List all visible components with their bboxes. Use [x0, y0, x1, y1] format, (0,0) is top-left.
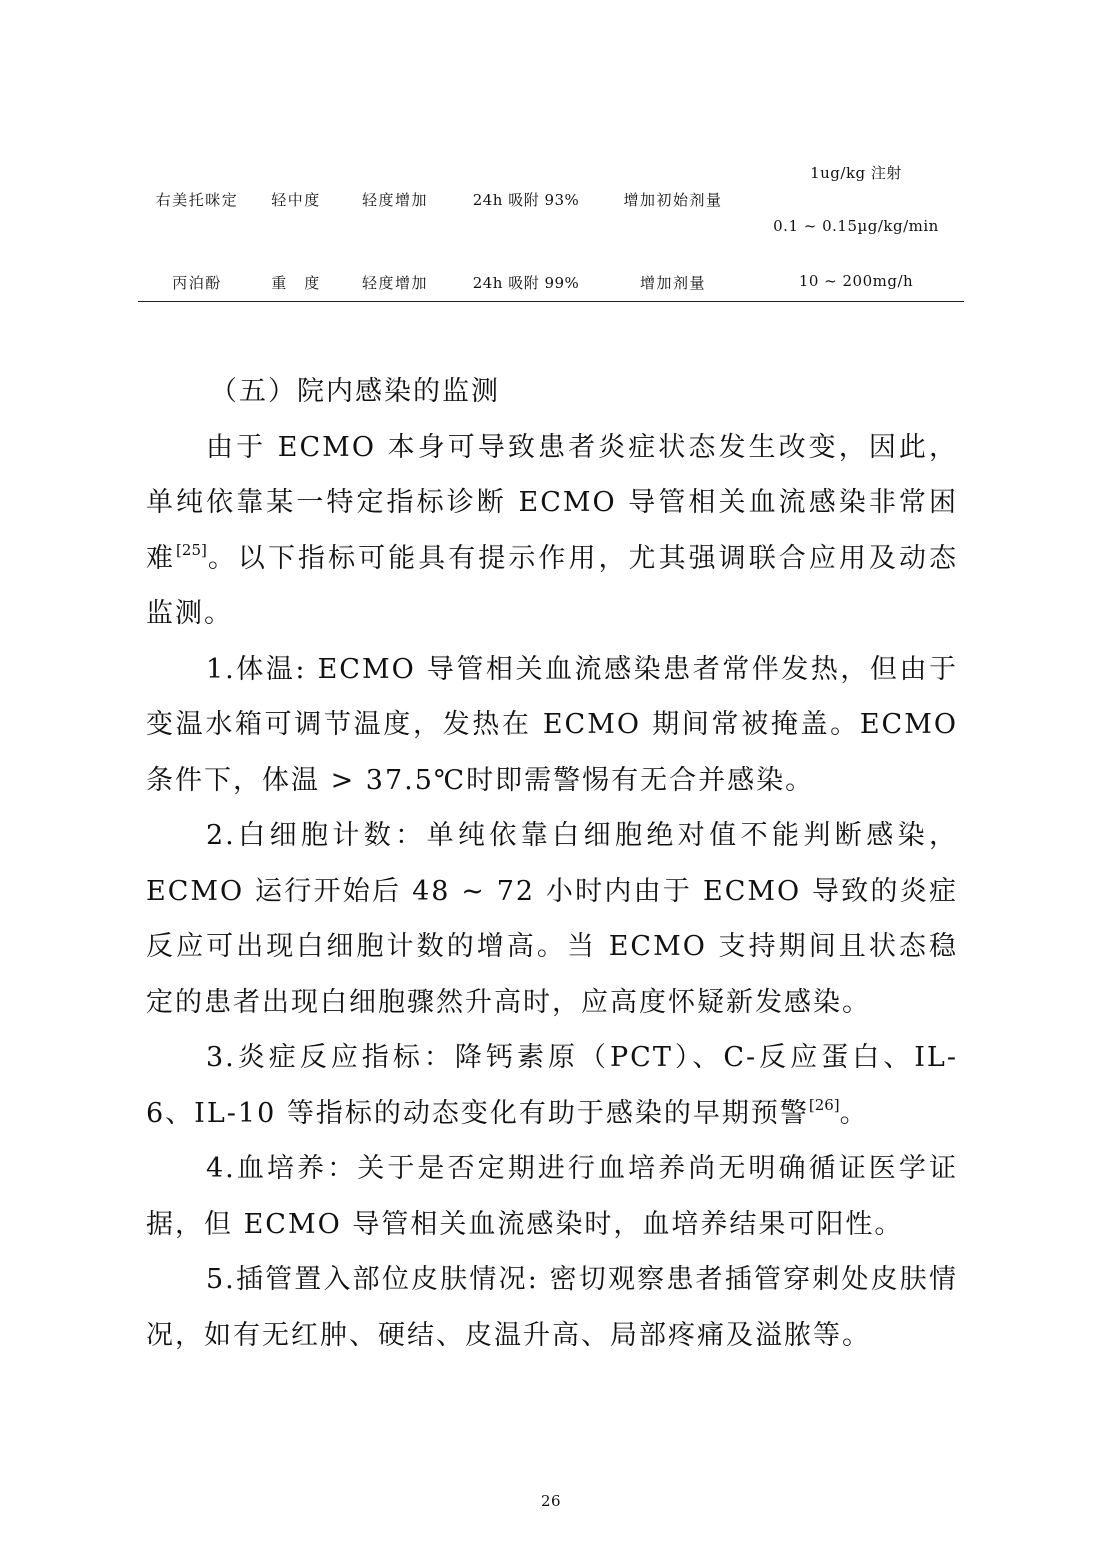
drug-adsorption-table — [138, 150, 964, 302]
citation-ref: [26] — [808, 1095, 840, 1114]
adjustment-cell: 增加初始剂量 — [623, 191, 723, 209]
paragraph-wbc: 2.白细胞计数：单纯依靠白细胞绝对值不能判断感染，ECMO 运行开始后 48 ~ 72 小时内由于 ECMO 导致的炎症反应可出现白细胞计数的增高。当 ECMO 支持期间且状态稳定的患者出现白细胞骤然升高时，应高度怀疑新发感染。 — [146, 820, 958, 1018]
paragraph-inflammation-markers — [146, 1030, 958, 1141]
drug-name-cell: 丙泊酚 — [172, 274, 222, 292]
paragraph-intro — [146, 420, 958, 642]
paragraph-text: 由于 ECMO 本身可导致患者炎症状态发生改变，因此，单纯依靠某一特定指标诊断 ECMO 导管相关血流感染非常困难 — [146, 431, 958, 574]
paragraph-text: 。 — [839, 1097, 869, 1129]
adsorption-cell: 24h 吸附 93% — [472, 191, 580, 209]
volume-change-cell: 轻度增加 — [361, 274, 428, 292]
adsorption-cell: 24h 吸附 99% — [472, 274, 580, 292]
paragraph-text: 3.炎症反应指标：降钙素原（PCT）、C-反应蛋白、IL-6、IL-10 等指标的动态变化有助于感染的早期预警 — [146, 1042, 958, 1129]
dose-cell-line2: 0.1 ~ 0.15µg/kg/min — [773, 217, 939, 235]
severity-cell: 轻中度 — [271, 191, 321, 209]
drug-name-cell: 右美托咪定 — [155, 191, 239, 209]
paragraph-text: 。以下指标可能具有提示作用，尤其强调联合应用及动态监测。 — [146, 542, 958, 629]
paragraph-temperature: 1.体温: ECMO 导管相关血流感染患者常伴发热，但由于变温水箱可调节温度，发热在 ECMO 期间常被掩盖。ECMO 条件下，体温 > 37.5℃时即需警惕有无合并感染。 — [146, 653, 958, 796]
volume-change-cell: 轻度增加 — [361, 191, 428, 209]
document-body — [146, 364, 958, 1363]
dose-cell: 10 ~ 200mg/h — [798, 272, 914, 290]
citation-ref: [25] — [176, 540, 207, 559]
dose-cell-line1: 1ug/kg 注射 — [810, 164, 902, 182]
paragraph-blood-culture: 4.血培养：关于是否定期进行血培养尚无明确循证医学证据，但 ECMO 导管相关血流感染时，血培养结果可阳性。 — [146, 1153, 958, 1240]
page-number: 26 — [540, 1492, 562, 1510]
paragraph-insertion-site: 5.插管置入部位皮肤情况: 密切观察患者插管穿刺处皮肤情况，如有无红肿、硬结、皮温升高、局部疼痛及溢脓等。 — [146, 1264, 958, 1351]
severity-cell: 重 度 — [271, 274, 321, 292]
section-heading: （五）院内感染的监测 — [210, 376, 500, 407]
adjustment-cell: 增加剂量 — [639, 274, 706, 292]
